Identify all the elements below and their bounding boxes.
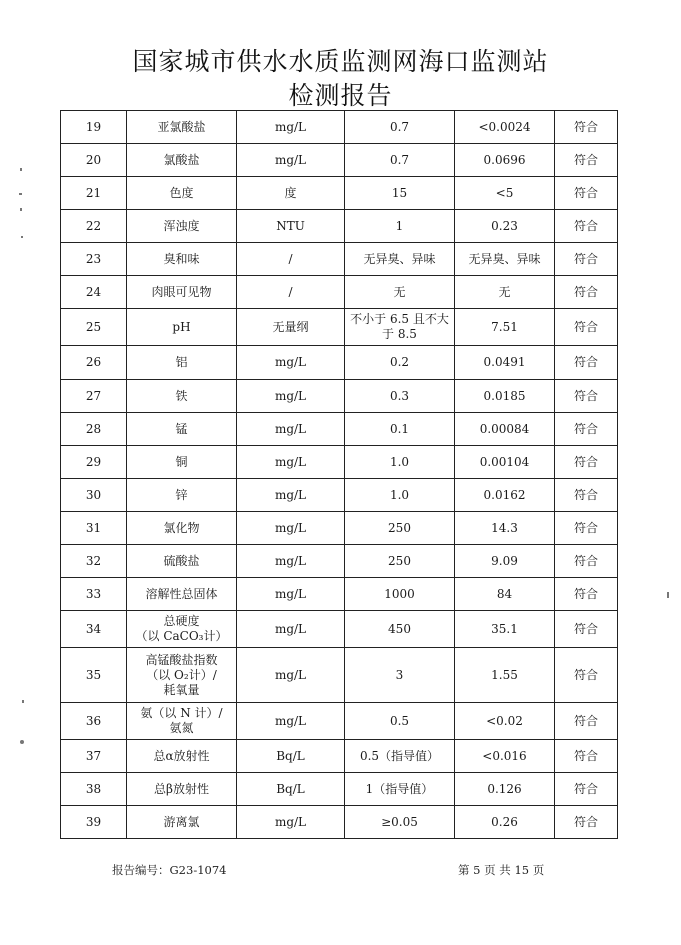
result-value: 0.00084 (455, 413, 555, 446)
verdict: 符合 (555, 276, 618, 309)
item-name: 氯化物 (127, 512, 237, 545)
unit: mg/L (237, 346, 345, 380)
table-row (61, 243, 618, 276)
scan-mark (667, 592, 669, 598)
result-value: 1.55 (455, 648, 555, 703)
report-number: 报告编号：G23-1074 (112, 863, 227, 877)
item-name-line: （以 CaCO₃计） (135, 629, 228, 643)
item-name (127, 703, 237, 740)
verdict: 符合 (555, 413, 618, 446)
table-row (61, 446, 618, 479)
unit: mg/L (237, 413, 345, 446)
verdict: 符合 (555, 479, 618, 512)
verdict: 符合 (555, 144, 618, 177)
verdict: 符合 (555, 703, 618, 740)
result-value: 35.1 (455, 611, 555, 648)
result-value: 0.00104 (455, 446, 555, 479)
table-row (61, 740, 618, 773)
limit-value: 1（指导值） (345, 773, 455, 806)
verdict: 符合 (555, 806, 618, 839)
result-value: 14.3 (455, 512, 555, 545)
row-number: 27 (61, 380, 127, 413)
item-name: 总β放射性 (127, 773, 237, 806)
unit: mg/L (237, 380, 345, 413)
limit-value: 不小于 6.5 且不大于 8.5 (345, 309, 455, 346)
results-table (60, 110, 618, 839)
unit: mg/L (237, 611, 345, 648)
table-row (61, 578, 618, 611)
unit: mg/L (237, 578, 345, 611)
item-name: 铁 (127, 380, 237, 413)
verdict: 符合 (555, 111, 618, 144)
limit-value: 0.1 (345, 413, 455, 446)
item-name: 亚氯酸盐 (127, 111, 237, 144)
verdict: 符合 (555, 578, 618, 611)
unit: mg/L (237, 111, 345, 144)
limit-value: 1 (345, 210, 455, 243)
verdict: 符合 (555, 380, 618, 413)
item-name: pH (127, 309, 237, 346)
unit: mg/L (237, 806, 345, 839)
result-value: 9.09 (455, 545, 555, 578)
limit-value: ≥0.05 (345, 806, 455, 839)
row-number: 22 (61, 210, 127, 243)
limit-value: 1000 (345, 578, 455, 611)
verdict: 符合 (555, 309, 618, 346)
row-number: 26 (61, 346, 127, 380)
unit: mg/L (237, 479, 345, 512)
verdict: 符合 (555, 346, 618, 380)
unit: / (237, 243, 345, 276)
result-value: <0.02 (455, 703, 555, 740)
row-number: 30 (61, 479, 127, 512)
unit: 度 (237, 177, 345, 210)
scan-mark (20, 168, 22, 171)
limit-value: 250 (345, 512, 455, 545)
result-value: 无 (455, 276, 555, 309)
unit: mg/L (237, 144, 345, 177)
result-value: 0.0696 (455, 144, 555, 177)
report-subtitle: 检测报告 (288, 81, 393, 110)
row-number: 33 (61, 578, 127, 611)
unit: Bq/L (237, 773, 345, 806)
verdict: 符合 (555, 446, 618, 479)
item-name: 色度 (127, 177, 237, 210)
row-number: 25 (61, 309, 127, 346)
limit-value: 3 (345, 648, 455, 703)
item-name: 氯酸盐 (127, 144, 237, 177)
unit: 无量纲 (237, 309, 345, 346)
verdict: 符合 (555, 773, 618, 806)
verdict: 符合 (555, 177, 618, 210)
item-name: 肉眼可见物 (127, 276, 237, 309)
item-name: 锰 (127, 413, 237, 446)
row-number: 38 (61, 773, 127, 806)
item-name-line: （以 O₂计）/ (146, 667, 217, 682)
row-number: 23 (61, 243, 127, 276)
row-number: 29 (61, 446, 127, 479)
table-row (61, 309, 618, 346)
scan-mark (21, 236, 23, 238)
table-row (61, 611, 618, 648)
table-row (61, 276, 618, 309)
result-value: 7.51 (455, 309, 555, 346)
table-row (61, 111, 618, 144)
row-number: 21 (61, 177, 127, 210)
table-row (61, 806, 618, 839)
table-row (61, 648, 618, 703)
unit: Bq/L (237, 740, 345, 773)
verdict: 符合 (555, 648, 618, 703)
result-value: 0.23 (455, 210, 555, 243)
result-value: 0.0162 (455, 479, 555, 512)
page-number: 第 5 页 共 15 页 (458, 863, 545, 877)
unit: mg/L (237, 648, 345, 703)
result-value: 0.26 (455, 806, 555, 839)
scan-mark (19, 193, 22, 195)
row-number: 39 (61, 806, 127, 839)
item-name: 锌 (127, 479, 237, 512)
row-number: 31 (61, 512, 127, 545)
row-number: 20 (61, 144, 127, 177)
result-value: 无异臭、异味 (455, 243, 555, 276)
limit-value: 0.7 (345, 111, 455, 144)
item-name: 硫酸盐 (127, 545, 237, 578)
table-row (61, 545, 618, 578)
scan-mark (22, 700, 24, 703)
item-name: 铝 (127, 346, 237, 380)
item-name: 游离氯 (127, 806, 237, 839)
item-name-line: 总硬度 (163, 614, 200, 628)
limit-value: 无 (345, 276, 455, 309)
item-name-line: 耗氧量 (163, 682, 200, 697)
limit-value: 0.3 (345, 380, 455, 413)
table-row (61, 773, 618, 806)
limit-value: 15 (345, 177, 455, 210)
item-name: 总α放射性 (127, 740, 237, 773)
table-row (61, 479, 618, 512)
limit-value: 1.0 (345, 479, 455, 512)
limit-value: 250 (345, 545, 455, 578)
item-name: 浑浊度 (127, 210, 237, 243)
table-row (61, 703, 618, 740)
table-row (61, 346, 618, 380)
verdict: 符合 (555, 243, 618, 276)
row-number: 24 (61, 276, 127, 309)
unit: mg/L (237, 446, 345, 479)
limit-value: 0.7 (345, 144, 455, 177)
result-value: <5 (455, 177, 555, 210)
table-row (61, 380, 618, 413)
verdict: 符合 (555, 512, 618, 545)
report-title: 国家城市供水水质监测网海口监测站 (132, 47, 549, 76)
row-number: 28 (61, 413, 127, 446)
verdict: 符合 (555, 210, 618, 243)
limit-value: 0.2 (345, 346, 455, 380)
table-row (61, 413, 618, 446)
unit: mg/L (237, 703, 345, 740)
item-name (127, 648, 237, 703)
unit: mg/L (237, 512, 345, 545)
table-row (61, 210, 618, 243)
limit-value: 450 (345, 611, 455, 648)
unit: NTU (237, 210, 345, 243)
verdict: 符合 (555, 545, 618, 578)
result-value: 0.126 (455, 773, 555, 806)
item-name: 铜 (127, 446, 237, 479)
item-name-line: 高锰酸盐指数 (145, 652, 218, 667)
limit-value: 无异臭、异味 (345, 243, 455, 276)
row-number: 37 (61, 740, 127, 773)
item-name: 溶解性总固体 (127, 578, 237, 611)
row-number: 19 (61, 111, 127, 144)
limit-value: 0.5 (345, 703, 455, 740)
verdict: 符合 (555, 740, 618, 773)
row-number: 34 (61, 611, 127, 648)
limit-value: 1.0 (345, 446, 455, 479)
table-row (61, 144, 618, 177)
result-value: 0.0491 (455, 346, 555, 380)
row-number: 35 (61, 648, 127, 703)
table-row (61, 177, 618, 210)
result-value: <0.0024 (455, 111, 555, 144)
unit: mg/L (237, 545, 345, 578)
item-name: 臭和味 (127, 243, 237, 276)
row-number: 32 (61, 545, 127, 578)
scan-mark (20, 740, 24, 744)
row-number: 36 (61, 703, 127, 740)
result-value: 0.0185 (455, 380, 555, 413)
unit: / (237, 276, 345, 309)
table-row (61, 512, 618, 545)
item-name (127, 611, 237, 648)
item-name-line: 氨（以 N 计）/ (140, 706, 223, 720)
result-value: <0.016 (455, 740, 555, 773)
result-value: 84 (455, 578, 555, 611)
verdict: 符合 (555, 611, 618, 648)
scan-mark (20, 208, 22, 211)
limit-value: 0.5（指导值） (345, 740, 455, 773)
item-name-line: 氨氮 (169, 721, 194, 735)
